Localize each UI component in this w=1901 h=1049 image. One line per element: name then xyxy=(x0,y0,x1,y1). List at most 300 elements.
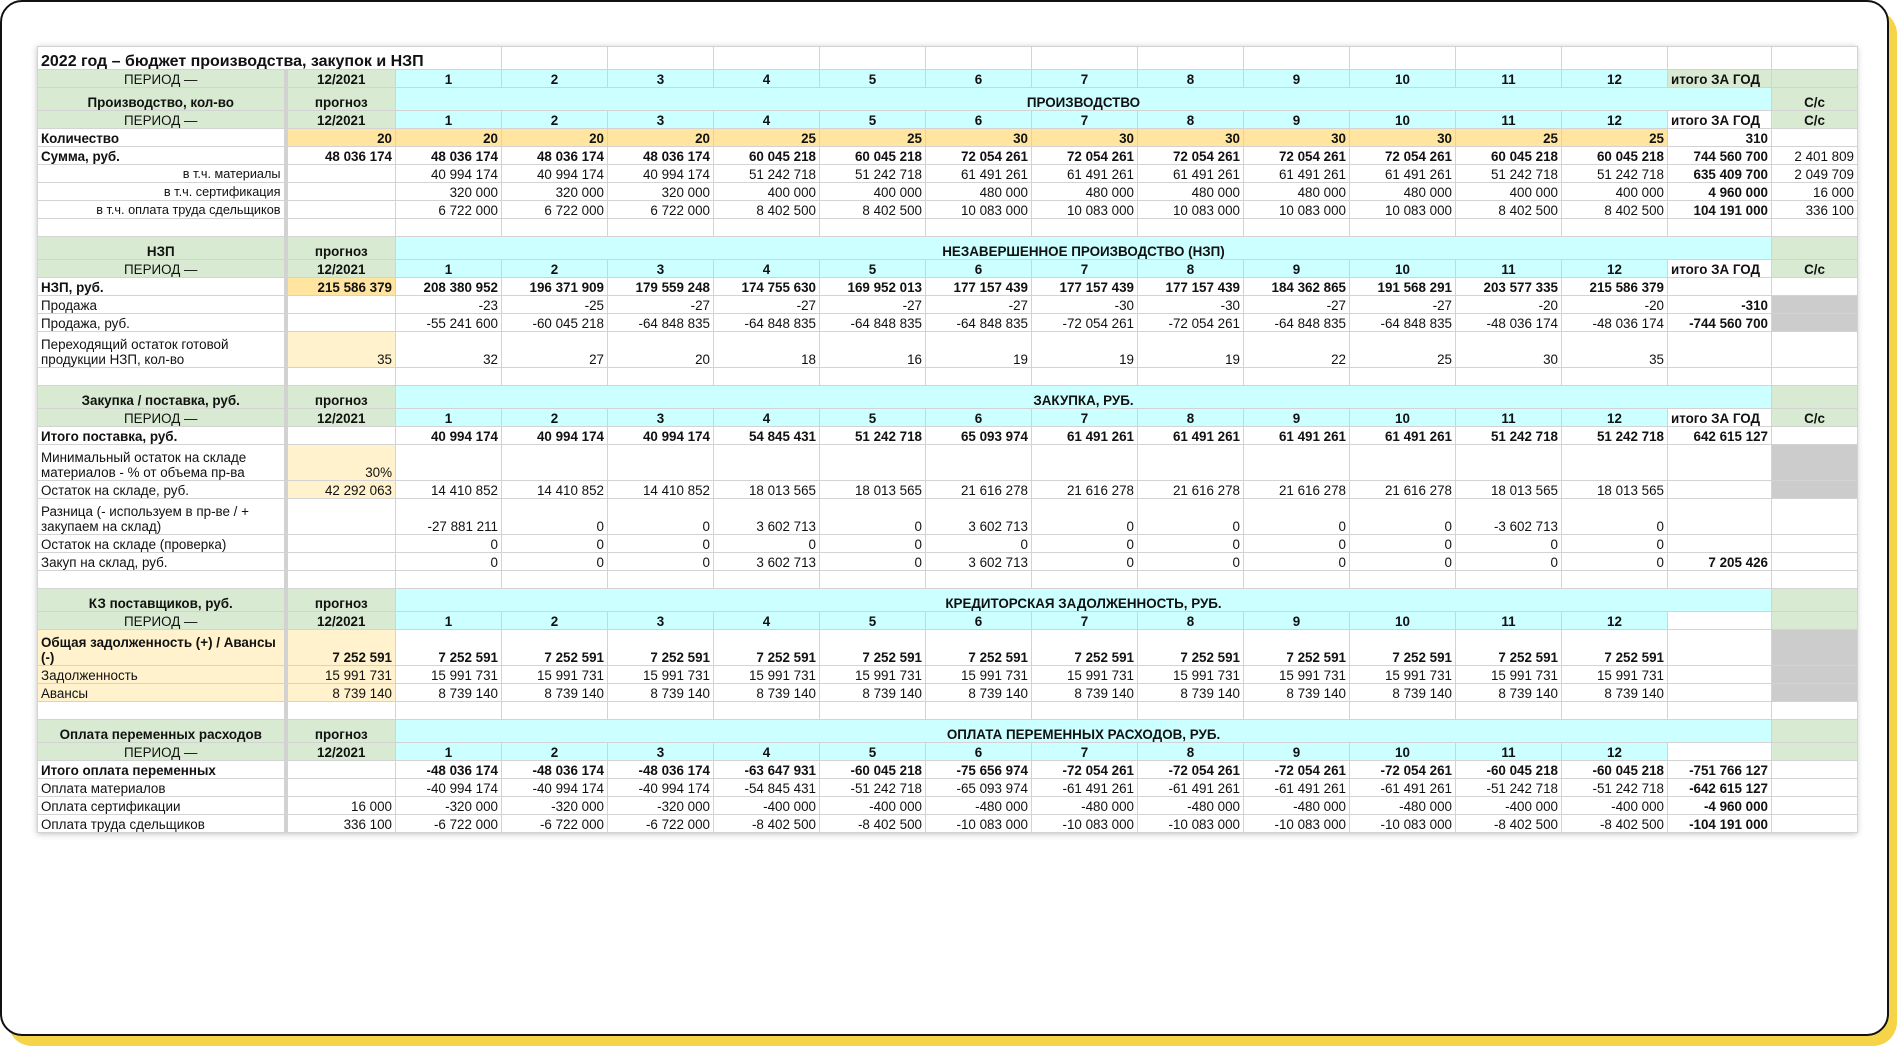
month-value[interactable]: 320 000 xyxy=(396,183,502,201)
month-value[interactable]: 40 994 174 xyxy=(608,427,714,445)
empty-cell[interactable] xyxy=(1772,720,1858,743)
month-value[interactable]: 10 083 000 xyxy=(1032,201,1138,219)
empty-cell[interactable] xyxy=(502,47,608,70)
period-label[interactable]: ПЕРИОД — xyxy=(38,743,286,761)
month-value[interactable]: 0 xyxy=(502,535,608,553)
month-header[interactable]: 3 xyxy=(608,743,714,761)
empty-cell[interactable] xyxy=(1562,368,1668,386)
month-value[interactable]: 3 602 713 xyxy=(926,553,1032,571)
month-value[interactable]: 40 994 174 xyxy=(502,427,608,445)
section-banner[interactable]: НЕЗАВЕРШЕННОЕ ПРОИЗВОДСТВО (НЗП) xyxy=(396,237,1772,260)
month-value[interactable]: 20 xyxy=(608,129,714,147)
month-value[interactable]: 7 252 591 xyxy=(396,630,502,666)
month-value[interactable]: 61 491 261 xyxy=(1244,427,1350,445)
base-value[interactable] xyxy=(286,427,396,445)
forecast-label[interactable]: прогноз xyxy=(286,720,396,743)
empty-cell[interactable] xyxy=(1350,368,1456,386)
month-value[interactable]: 30 xyxy=(1350,129,1456,147)
month-value[interactable]: -8 402 500 xyxy=(1456,815,1562,833)
month-value[interactable]: 8 739 140 xyxy=(396,684,502,702)
cs-value[interactable] xyxy=(1772,332,1858,368)
month-value[interactable]: -64 848 835 xyxy=(714,314,820,332)
section-title[interactable]: Закупка / поставка, руб. xyxy=(38,386,286,409)
month-header[interactable]: 12 xyxy=(1562,743,1668,761)
month-value[interactable]: 48 036 174 xyxy=(396,147,502,165)
month-header[interactable]: 2 xyxy=(502,111,608,129)
month-value[interactable]: 7 252 591 xyxy=(502,630,608,666)
section-banner[interactable]: ЗАКУПКА, РУБ. xyxy=(396,386,1772,409)
month-value[interactable]: -400 000 xyxy=(820,797,926,815)
month-value[interactable]: 0 xyxy=(396,535,502,553)
month-value[interactable]: -72 054 261 xyxy=(1032,314,1138,332)
month-value[interactable]: 72 054 261 xyxy=(1244,147,1350,165)
empty-cell[interactable] xyxy=(396,368,502,386)
month-value[interactable]: -10 083 000 xyxy=(926,815,1032,833)
month-value[interactable]: 20 xyxy=(502,129,608,147)
month-value[interactable]: 0 xyxy=(1562,553,1668,571)
empty-cell[interactable] xyxy=(1772,70,1858,88)
month-value[interactable]: 0 xyxy=(1138,499,1244,535)
month-value[interactable]: -60 045 218 xyxy=(1456,761,1562,779)
period-label[interactable]: ПЕРИОД — xyxy=(38,409,286,427)
month-value[interactable]: -48 036 174 xyxy=(608,761,714,779)
month-value[interactable]: 0 xyxy=(1350,535,1456,553)
month-value[interactable]: -51 242 718 xyxy=(820,779,926,797)
month-header[interactable]: 10 xyxy=(1350,260,1456,278)
month-value[interactable]: 8 402 500 xyxy=(1562,201,1668,219)
row-label[interactable]: в т.ч. материалы xyxy=(38,165,286,183)
month-value[interactable]: 7 252 591 xyxy=(1244,630,1350,666)
month-header[interactable]: 6 xyxy=(926,409,1032,427)
month-value[interactable]: 20 xyxy=(396,129,502,147)
month-value[interactable]: 0 xyxy=(1350,499,1456,535)
month-header[interactable]: 2 xyxy=(502,260,608,278)
month-header[interactable]: 9 xyxy=(1244,70,1350,88)
month-value[interactable]: 15 991 731 xyxy=(396,666,502,684)
month-value[interactable]: -65 093 974 xyxy=(926,779,1032,797)
month-value[interactable]: 0 xyxy=(1138,553,1244,571)
month-value[interactable]: -27 xyxy=(820,296,926,314)
month-header[interactable]: 11 xyxy=(1456,70,1562,88)
empty-cell[interactable] xyxy=(1456,47,1562,70)
month-value[interactable]: 61 491 261 xyxy=(1350,165,1456,183)
month-value[interactable]: -8 402 500 xyxy=(1562,815,1668,833)
month-value[interactable]: -30 xyxy=(1138,296,1244,314)
month-header[interactable]: 2 xyxy=(502,409,608,427)
month-value[interactable]: 21 616 278 xyxy=(1032,481,1138,499)
empty-cell[interactable] xyxy=(38,219,286,237)
month-value[interactable]: -40 994 174 xyxy=(608,779,714,797)
month-header[interactable]: 7 xyxy=(1032,111,1138,129)
month-header[interactable]: 10 xyxy=(1350,70,1456,88)
month-header[interactable]: 12 xyxy=(1562,111,1668,129)
month-value[interactable]: 8 739 140 xyxy=(926,684,1032,702)
month-value[interactable]: 0 xyxy=(926,535,1032,553)
month-value[interactable]: 8 739 140 xyxy=(1138,684,1244,702)
month-value[interactable]: -72 054 261 xyxy=(1032,761,1138,779)
month-value[interactable]: 480 000 xyxy=(1032,183,1138,201)
month-value[interactable]: 61 491 261 xyxy=(1032,165,1138,183)
month-value[interactable]: -23 xyxy=(396,296,502,314)
year-total-value[interactable] xyxy=(1668,481,1772,499)
year-total-header[interactable]: итого ЗА ГОД xyxy=(1668,409,1772,427)
row-label[interactable]: в т.ч. оплата труда сдельщиков xyxy=(38,201,286,219)
month-header[interactable]: 12 xyxy=(1562,409,1668,427)
empty-cell[interactable] xyxy=(1668,684,1772,702)
month-value[interactable]: -10 083 000 xyxy=(1138,815,1244,833)
empty-cell[interactable] xyxy=(1138,445,1244,481)
month-value[interactable]: 30 xyxy=(1032,129,1138,147)
month-header[interactable]: 6 xyxy=(926,612,1032,630)
empty-cell[interactable] xyxy=(820,445,926,481)
empty-cell[interactable] xyxy=(1772,684,1858,702)
month-value[interactable]: -48 036 174 xyxy=(502,761,608,779)
month-value[interactable]: 25 xyxy=(1456,129,1562,147)
month-value[interactable]: -3 602 713 xyxy=(1456,499,1562,535)
month-value[interactable]: -61 491 261 xyxy=(1350,779,1456,797)
month-value[interactable]: -64 848 835 xyxy=(608,314,714,332)
empty-cell[interactable] xyxy=(1138,47,1244,70)
month-value[interactable]: 7 252 591 xyxy=(1562,630,1668,666)
month-value[interactable]: 15 991 731 xyxy=(1350,666,1456,684)
section-title[interactable]: Производство, кол-во xyxy=(38,88,286,111)
empty-cell[interactable] xyxy=(1668,571,1772,589)
cs-header[interactable]: С/с xyxy=(1772,260,1858,278)
base-value[interactable]: 48 036 174 xyxy=(286,147,396,165)
month-value[interactable]: 0 xyxy=(1244,535,1350,553)
month-header[interactable]: 9 xyxy=(1244,409,1350,427)
month-value[interactable]: -60 045 218 xyxy=(820,761,926,779)
month-value[interactable]: 22 xyxy=(1244,332,1350,368)
empty-cell[interactable] xyxy=(926,445,1032,481)
month-value[interactable]: -27 xyxy=(1244,296,1350,314)
empty-cell[interactable] xyxy=(1244,702,1350,720)
empty-cell[interactable] xyxy=(1772,571,1858,589)
empty-cell[interactable] xyxy=(608,47,714,70)
month-value[interactable]: 15 991 731 xyxy=(1562,666,1668,684)
year-total-value[interactable]: 104 191 000 xyxy=(1668,201,1772,219)
month-value[interactable]: -320 000 xyxy=(396,797,502,815)
month-value[interactable]: 20 xyxy=(608,332,714,368)
row-label[interactable]: НЗП, руб. xyxy=(38,278,286,296)
empty-cell[interactable] xyxy=(1456,445,1562,481)
empty-cell[interactable] xyxy=(714,47,820,70)
month-value[interactable]: 61 491 261 xyxy=(1138,165,1244,183)
month-value[interactable]: 0 xyxy=(1456,553,1562,571)
year-total-value[interactable]: 4 960 000 xyxy=(1668,183,1772,201)
month-header[interactable]: 10 xyxy=(1350,612,1456,630)
section-title[interactable]: НЗП xyxy=(38,237,286,260)
month-value[interactable]: 0 xyxy=(502,553,608,571)
month-header[interactable]: 8 xyxy=(1138,111,1244,129)
month-value[interactable]: -60 045 218 xyxy=(502,314,608,332)
month-value[interactable]: 3 602 713 xyxy=(714,553,820,571)
month-value[interactable]: 3 602 713 xyxy=(714,499,820,535)
base-value[interactable] xyxy=(286,165,396,183)
empty-cell[interactable] xyxy=(1138,368,1244,386)
month-value[interactable]: 179 559 248 xyxy=(608,278,714,296)
month-value[interactable]: -400 000 xyxy=(1562,797,1668,815)
month-value[interactable]: 15 991 731 xyxy=(926,666,1032,684)
month-value[interactable]: 14 410 852 xyxy=(396,481,502,499)
month-value[interactable]: 18 013 565 xyxy=(1456,481,1562,499)
month-value[interactable]: 8 739 140 xyxy=(502,684,608,702)
year-total-value[interactable]: -751 766 127 xyxy=(1668,761,1772,779)
year-total-value[interactable] xyxy=(1668,278,1772,296)
month-value[interactable]: 40 994 174 xyxy=(608,165,714,183)
row-label[interactable]: Остаток на складе (проверка) xyxy=(38,535,286,553)
row-label[interactable]: Итого оплата переменных xyxy=(38,761,286,779)
month-value[interactable]: -480 000 xyxy=(1244,797,1350,815)
empty-cell[interactable] xyxy=(1562,445,1668,481)
month-header[interactable]: 4 xyxy=(714,260,820,278)
empty-cell[interactable] xyxy=(820,368,926,386)
section-title[interactable]: КЗ поставщиков, руб. xyxy=(38,589,286,612)
forecast-label[interactable]: прогноз xyxy=(286,386,396,409)
month-value[interactable]: 0 xyxy=(608,553,714,571)
year-total-header[interactable]: итого ЗА ГОД xyxy=(1668,111,1772,129)
empty-cell[interactable] xyxy=(714,219,820,237)
month-value[interactable]: 7 252 591 xyxy=(926,630,1032,666)
month-value[interactable]: 25 xyxy=(1350,332,1456,368)
empty-cell[interactable] xyxy=(502,702,608,720)
month-value[interactable]: -20 xyxy=(1456,296,1562,314)
month-header[interactable]: 12 xyxy=(1562,612,1668,630)
month-value[interactable]: 3 602 713 xyxy=(926,499,1032,535)
month-value[interactable]: 8 402 500 xyxy=(1456,201,1562,219)
month-value[interactable]: 10 083 000 xyxy=(926,201,1032,219)
month-value[interactable]: 8 739 140 xyxy=(1244,684,1350,702)
row-label[interactable]: Оплата материалов xyxy=(38,779,286,797)
empty-cell[interactable] xyxy=(396,219,502,237)
month-value[interactable]: -400 000 xyxy=(1456,797,1562,815)
empty-cell[interactable] xyxy=(608,445,714,481)
month-header[interactable]: 4 xyxy=(714,409,820,427)
section-banner[interactable]: КРЕДИТОРСКАЯ ЗАДОЛЖЕННОСТЬ, РУБ. xyxy=(396,589,1772,612)
empty-cell[interactable] xyxy=(1350,571,1456,589)
row-label[interactable]: Итого поставка, руб. xyxy=(38,427,286,445)
base-value[interactable] xyxy=(286,314,396,332)
month-value[interactable]: 8 739 140 xyxy=(820,684,926,702)
month-value[interactable]: -54 845 431 xyxy=(714,779,820,797)
base-value[interactable] xyxy=(286,761,396,779)
month-value[interactable]: 177 157 439 xyxy=(1138,278,1244,296)
month-value[interactable]: 0 xyxy=(1032,535,1138,553)
month-value[interactable]: 15 991 731 xyxy=(1032,666,1138,684)
base-period[interactable]: 12/2021 xyxy=(286,409,396,427)
month-value[interactable]: 196 371 909 xyxy=(502,278,608,296)
month-header[interactable]: 11 xyxy=(1456,260,1562,278)
empty-cell[interactable] xyxy=(1668,702,1772,720)
month-value[interactable]: 19 xyxy=(1138,332,1244,368)
month-value[interactable]: -51 242 718 xyxy=(1456,779,1562,797)
row-label[interactable]: Сумма, руб. xyxy=(38,147,286,165)
month-value[interactable]: 208 380 952 xyxy=(396,278,502,296)
empty-cell[interactable] xyxy=(926,571,1032,589)
month-value[interactable]: -61 491 261 xyxy=(1244,779,1350,797)
empty-cell[interactable] xyxy=(1562,47,1668,70)
month-value[interactable]: 0 xyxy=(1562,535,1668,553)
month-value[interactable]: 15 991 731 xyxy=(714,666,820,684)
section-banner[interactable]: ОПЛАТА ПЕРЕМЕННЫХ РАСХОДОВ, РУБ. xyxy=(396,720,1772,743)
month-header[interactable]: 3 xyxy=(608,70,714,88)
month-value[interactable]: 60 045 218 xyxy=(1562,147,1668,165)
empty-cell[interactable] xyxy=(286,702,396,720)
empty-cell[interactable] xyxy=(1138,702,1244,720)
empty-cell[interactable] xyxy=(502,445,608,481)
empty-cell[interactable] xyxy=(926,219,1032,237)
month-header[interactable]: 12 xyxy=(1562,70,1668,88)
month-value[interactable]: 51 242 718 xyxy=(1562,427,1668,445)
empty-cell[interactable] xyxy=(926,47,1032,70)
empty-cell[interactable] xyxy=(1772,612,1858,630)
month-header[interactable]: 7 xyxy=(1032,612,1138,630)
empty-cell[interactable] xyxy=(1562,702,1668,720)
month-value[interactable]: 0 xyxy=(820,499,926,535)
month-value[interactable]: -20 xyxy=(1562,296,1668,314)
month-value[interactable]: 0 xyxy=(1244,499,1350,535)
empty-cell[interactable] xyxy=(1772,666,1858,684)
month-value[interactable]: -27 881 211 xyxy=(396,499,502,535)
month-header[interactable]: 5 xyxy=(820,612,926,630)
month-header[interactable]: 5 xyxy=(820,70,926,88)
month-value[interactable]: -480 000 xyxy=(926,797,1032,815)
month-value[interactable]: 10 083 000 xyxy=(1350,201,1456,219)
empty-cell[interactable] xyxy=(714,702,820,720)
month-value[interactable]: 7 252 591 xyxy=(714,630,820,666)
empty-cell[interactable] xyxy=(1772,481,1858,499)
empty-cell[interactable] xyxy=(820,219,926,237)
month-header[interactable]: 8 xyxy=(1138,612,1244,630)
row-label[interactable]: Остаток на складе, руб. xyxy=(38,481,286,499)
month-header[interactable]: 8 xyxy=(1138,743,1244,761)
month-value[interactable]: 169 952 013 xyxy=(820,278,926,296)
empty-cell[interactable] xyxy=(1138,219,1244,237)
month-value[interactable]: -51 242 718 xyxy=(1562,779,1668,797)
month-value[interactable]: 8 739 140 xyxy=(1350,684,1456,702)
year-total-value[interactable]: -4 960 000 xyxy=(1668,797,1772,815)
month-value[interactable]: 8 739 140 xyxy=(714,684,820,702)
empty-cell[interactable] xyxy=(396,571,502,589)
month-header[interactable]: 3 xyxy=(608,612,714,630)
row-label[interactable]: Авансы xyxy=(38,684,286,702)
month-header[interactable]: 12 xyxy=(1562,260,1668,278)
month-value[interactable]: 72 054 261 xyxy=(1032,147,1138,165)
month-value[interactable]: -27 xyxy=(714,296,820,314)
month-value[interactable]: 51 242 718 xyxy=(714,165,820,183)
base-period[interactable]: 12/2021 xyxy=(286,260,396,278)
month-value[interactable]: 480 000 xyxy=(1138,183,1244,201)
base-period[interactable]: 12/2021 xyxy=(286,612,396,630)
month-value[interactable]: 72 054 261 xyxy=(1138,147,1244,165)
empty-cell[interactable] xyxy=(1244,368,1350,386)
forecast-label[interactable]: прогноз xyxy=(286,589,396,612)
month-value[interactable]: 21 616 278 xyxy=(926,481,1032,499)
month-value[interactable]: 51 242 718 xyxy=(1562,165,1668,183)
month-header[interactable]: 5 xyxy=(820,409,926,427)
month-value[interactable]: 27 xyxy=(502,332,608,368)
empty-cell[interactable] xyxy=(820,47,926,70)
empty-cell[interactable] xyxy=(1772,47,1858,70)
month-header[interactable]: 5 xyxy=(820,111,926,129)
month-value[interactable]: 177 157 439 xyxy=(1032,278,1138,296)
year-total-value[interactable] xyxy=(1668,499,1772,535)
month-value[interactable]: -64 848 835 xyxy=(820,314,926,332)
month-value[interactable]: 7 252 591 xyxy=(1456,630,1562,666)
empty-cell[interactable] xyxy=(714,571,820,589)
month-value[interactable]: -25 xyxy=(502,296,608,314)
empty-cell[interactable] xyxy=(714,445,820,481)
month-value[interactable]: 320 000 xyxy=(502,183,608,201)
empty-cell[interactable] xyxy=(926,368,1032,386)
month-value[interactable]: -60 045 218 xyxy=(1562,761,1668,779)
base-value[interactable]: 16 000 xyxy=(286,797,396,815)
month-header[interactable]: 8 xyxy=(1138,409,1244,427)
empty-cell[interactable] xyxy=(1456,702,1562,720)
month-value[interactable]: 7 252 591 xyxy=(820,630,926,666)
empty-cell[interactable] xyxy=(1772,553,1858,571)
empty-cell[interactable] xyxy=(1772,368,1858,386)
empty-cell[interactable] xyxy=(1772,779,1858,797)
month-value[interactable]: 10 083 000 xyxy=(1138,201,1244,219)
month-value[interactable]: -400 000 xyxy=(714,797,820,815)
month-value[interactable]: 30 xyxy=(1138,129,1244,147)
month-value[interactable]: 0 xyxy=(714,535,820,553)
empty-cell[interactable] xyxy=(1350,702,1456,720)
month-value[interactable]: 15 991 731 xyxy=(1138,666,1244,684)
month-header[interactable]: 4 xyxy=(714,70,820,88)
month-value[interactable]: -8 402 500 xyxy=(820,815,926,833)
row-label[interactable]: в т.ч. сертификация xyxy=(38,183,286,201)
month-value[interactable]: -6 722 000 xyxy=(502,815,608,833)
month-value[interactable]: -61 491 261 xyxy=(1138,779,1244,797)
month-header[interactable]: 5 xyxy=(820,260,926,278)
month-value[interactable]: 61 491 261 xyxy=(1032,427,1138,445)
month-value[interactable]: 15 991 731 xyxy=(1456,666,1562,684)
month-value[interactable]: -61 491 261 xyxy=(1032,779,1138,797)
empty-cell[interactable] xyxy=(1772,702,1858,720)
month-value[interactable]: 35 xyxy=(1562,332,1668,368)
month-value[interactable]: 174 755 630 xyxy=(714,278,820,296)
year-total-header[interactable]: итого ЗА ГОД xyxy=(1668,260,1772,278)
month-value[interactable]: 8 739 140 xyxy=(1032,684,1138,702)
month-header[interactable]: 2 xyxy=(502,743,608,761)
month-header[interactable]: 1 xyxy=(396,612,502,630)
month-header[interactable]: 4 xyxy=(714,743,820,761)
empty-cell[interactable] xyxy=(1772,761,1858,779)
month-header[interactable]: 10 xyxy=(1350,409,1456,427)
row-label[interactable]: Задолженность xyxy=(38,666,286,684)
month-value[interactable]: 48 036 174 xyxy=(502,147,608,165)
empty-cell[interactable] xyxy=(1668,219,1772,237)
forecast-label[interactable]: прогноз xyxy=(286,88,396,111)
cs-value[interactable] xyxy=(1772,129,1858,147)
row-label[interactable]: Закуп на склад, руб. xyxy=(38,553,286,571)
base-value[interactable]: 336 100 xyxy=(286,815,396,833)
row-label[interactable]: Общая задолженность (+) / Авансы (-) xyxy=(38,630,286,666)
month-value[interactable]: -320 000 xyxy=(502,797,608,815)
month-value[interactable]: 203 577 335 xyxy=(1456,278,1562,296)
empty-cell[interactable] xyxy=(1032,219,1138,237)
empty-cell[interactable] xyxy=(820,702,926,720)
month-value[interactable]: 25 xyxy=(820,129,926,147)
year-total-value[interactable]: 744 560 700 xyxy=(1668,147,1772,165)
month-value[interactable]: 51 242 718 xyxy=(1456,427,1562,445)
base-period[interactable]: 12/2021 xyxy=(286,111,396,129)
row-label[interactable]: Оплата труда сдельщиков xyxy=(38,815,286,833)
month-value[interactable]: -27 xyxy=(608,296,714,314)
month-header[interactable]: 6 xyxy=(926,111,1032,129)
